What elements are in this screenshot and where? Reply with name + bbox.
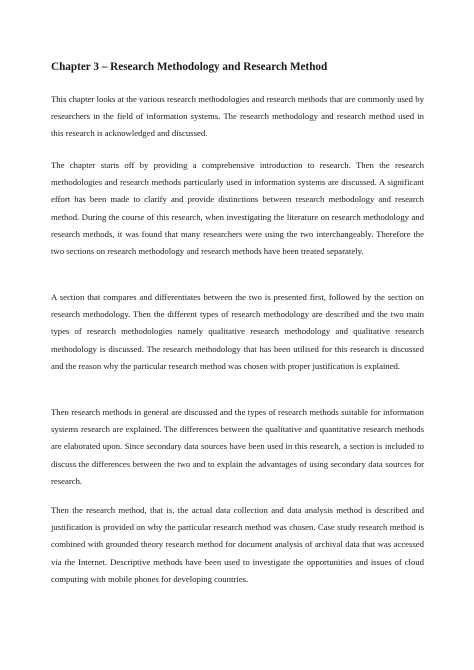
paragraph-chapter-overview: The chapter starts off by providing a comprehensive introduction to research. Then the research methodologies and research methods particularly used in information systems are discussed. A significant effort has been made to clarify and provide distinctions between research methodology and research method. During the course of this research, when investigating the literature on research methodology and research methods, it was found that many researchers were using the two interchangeably. Therefore the two sections on research methodology and research methods have been treated separately. bbox=[51, 160, 424, 257]
paragraph-methodology-section: A section that compares and differentiates between the two is presented first, followed by the section on research methodology. Then the different types of research methodology are described and the two main types of research methodologies namely qualitative research methodology and qualitative research methodology is discussed. The research methodology that has been utilised for this research is discussed and the reason why the particular research method was chosen with proper justification is explained. bbox=[51, 292, 424, 371]
paragraph-intro: This chapter looks at the various research methodologies and research methods that are commonly used by researchers in the field of information systems. The research methodology and research method used in this research is acknowledged and discussed. bbox=[51, 94, 424, 139]
paragraph-research-method: Then the research method, that is, the actual data collection and data analysis method is described and justification is provided on why the particular research method was chosen. Case study research method is combined with grounded theory research method for document analysis of archival data that was accessed via the Internet. Descriptive methods have been used to investigate the opportunities and issues of cloud computing with mobile phones for developing countries. bbox=[51, 505, 424, 584]
chapter-heading: Chapter 3 – Research Methodology and Research Method bbox=[51, 61, 328, 73]
paragraph-methods-section: Then research methods in general are discussed and the types of research methods suitable for information systems research are explained. The differences between the qualitative and quantitative research methods are elaborated upon. Since secondary data sources have been used in this research, a section is included to discuss the differences between the two and to explain the advantages of using secondary data sources for research. bbox=[51, 407, 424, 486]
